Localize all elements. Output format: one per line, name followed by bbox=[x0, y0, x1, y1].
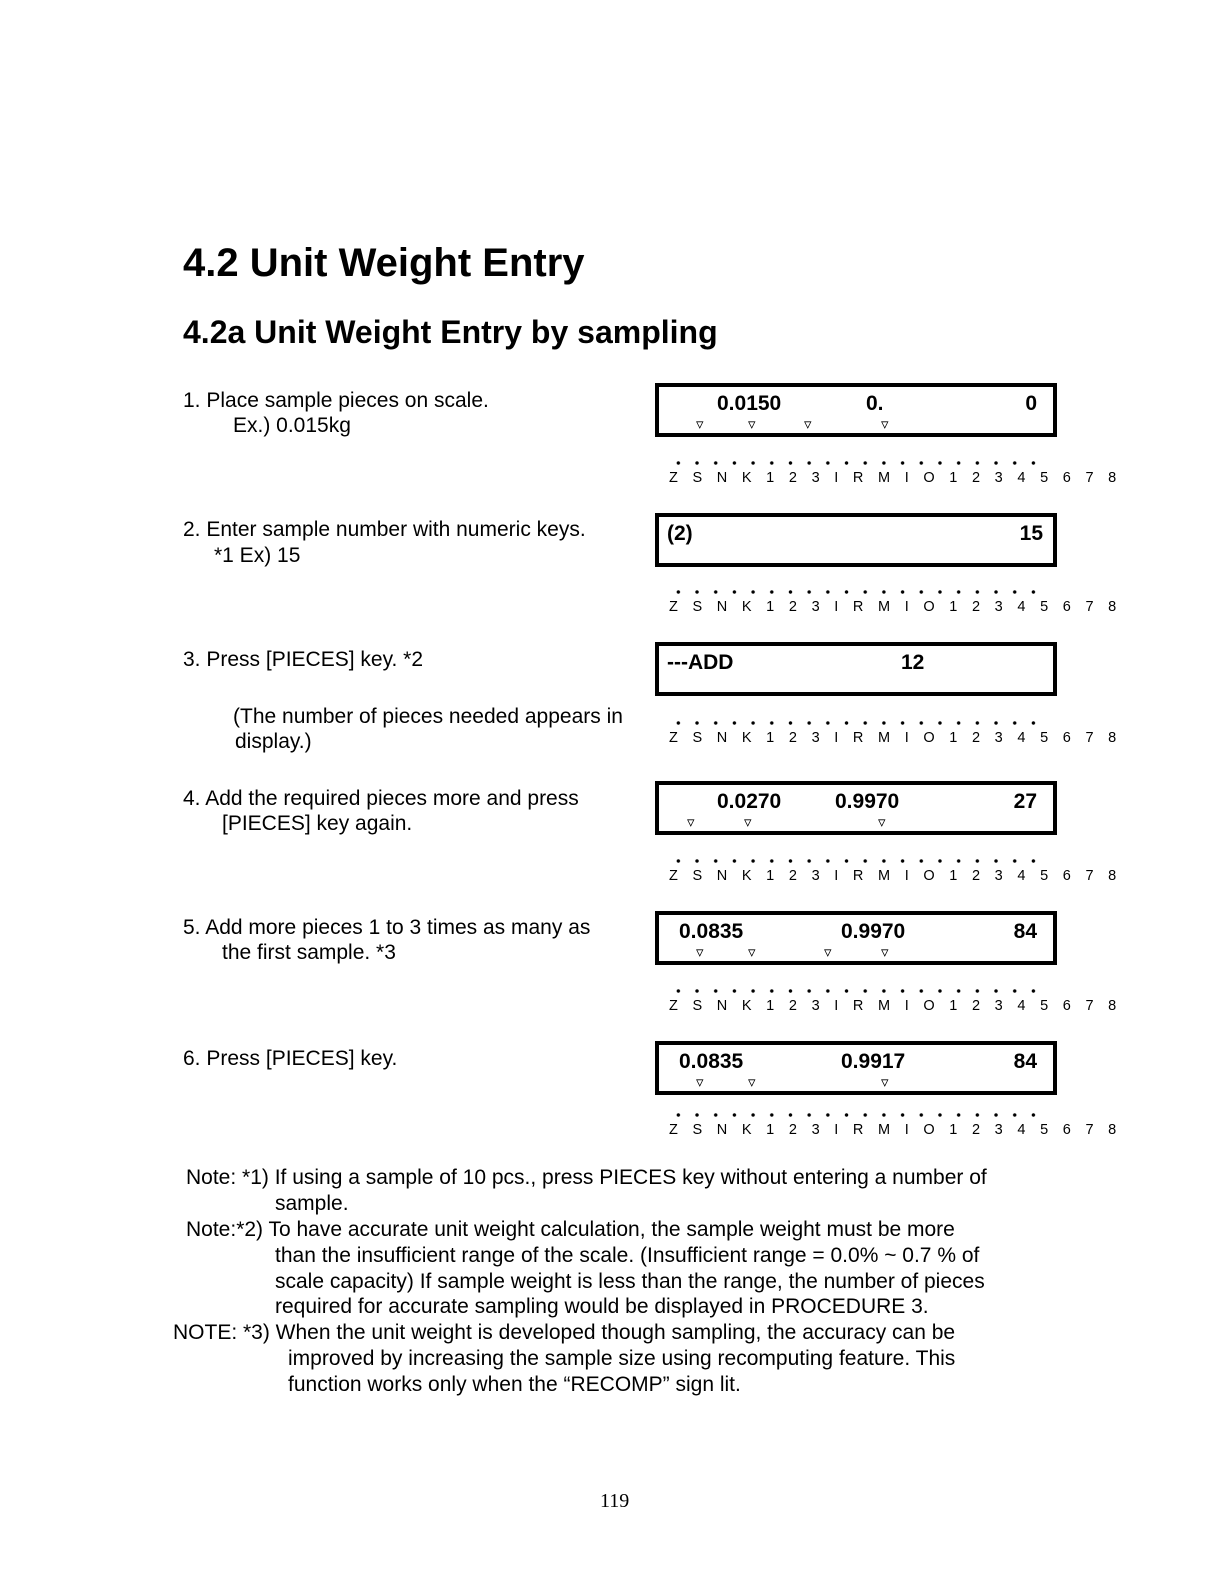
display-weight: 0.0270 bbox=[717, 790, 782, 813]
step-4-text: 4. Add the required pieces more and press bbox=[183, 787, 579, 810]
note-3-cont: improved by increasing the sample size using recomputing feature. This bbox=[288, 1347, 956, 1370]
display-weight: 0.0150 bbox=[717, 392, 782, 415]
step-3-text: 3. Press [PIECES] key. *2 bbox=[183, 648, 424, 671]
display-count: 0 bbox=[1025, 392, 1037, 415]
step-1-example: Ex.) 0.015kg bbox=[233, 414, 351, 437]
display-count: 15 bbox=[1019, 522, 1043, 545]
annunciator-dots bbox=[669, 720, 1043, 726]
display-mode: (2) bbox=[667, 522, 693, 545]
annunciator-dots bbox=[669, 1112, 1043, 1118]
step-2-example: *1 Ex) 15 bbox=[214, 544, 301, 567]
indicator-triangle-icon: ▿ bbox=[804, 416, 812, 433]
display-unit-weight: 0.9970 bbox=[835, 790, 900, 813]
note-1: Note: *1) If using a sample of 10 pcs., press PIECES key without entering a number of bbox=[186, 1166, 987, 1189]
annunciator-labels: Z S N K 1 2 3 I R M I O 1 2 3 4 5 6 7 8 bbox=[669, 599, 1122, 615]
step-1-text: 1. Place sample pieces on scale. bbox=[183, 389, 489, 412]
indicator-triangle-icon: ▿ bbox=[824, 944, 832, 961]
display-weight: 0.0835 bbox=[679, 1050, 744, 1073]
display-step-1 bbox=[655, 383, 1057, 437]
step-4-text-cont: [PIECES] key again. bbox=[222, 812, 413, 835]
step-6-text: 6. Press [PIECES] key. bbox=[183, 1047, 398, 1070]
display-count: 84 bbox=[1013, 1050, 1037, 1073]
annunciator-labels: Z S N K 1 2 3 I R M I O 1 2 3 4 5 6 7 8 bbox=[669, 1122, 1122, 1138]
display-unit-weight: 0. bbox=[866, 392, 884, 415]
annunciator-labels: Z S N K 1 2 3 I R M I O 1 2 3 4 5 6 7 8 bbox=[669, 868, 1122, 884]
note-2-cont: required for accurate sampling would be displayed in PROCEDURE 3. bbox=[275, 1295, 929, 1318]
display-count: 27 bbox=[1013, 790, 1037, 813]
note-1-cont: sample. bbox=[275, 1192, 349, 1215]
note-3-cont: function works only when the “RECOMP” sign lit. bbox=[288, 1373, 741, 1396]
page-number: 119 bbox=[600, 1490, 630, 1512]
step-2-text: 2. Enter sample number with numeric keys. bbox=[183, 518, 586, 541]
annunciator-labels: Z S N K 1 2 3 I R M I O 1 2 3 4 5 6 7 8 bbox=[669, 730, 1122, 746]
display-unit-weight: 0.9970 bbox=[841, 920, 906, 943]
indicator-triangle-icon: ▿ bbox=[881, 416, 889, 433]
annunciator-dots bbox=[669, 589, 1043, 595]
step-5-text: 5. Add more pieces 1 to 3 times as many as bbox=[183, 916, 591, 939]
indicator-triangle-icon: ▿ bbox=[748, 1074, 756, 1091]
display-count: 84 bbox=[1013, 920, 1037, 943]
annunciator-dots bbox=[669, 988, 1043, 994]
step-5-text-cont: the first sample. *3 bbox=[222, 941, 396, 964]
display-step-3 bbox=[655, 642, 1057, 696]
display-step-4 bbox=[655, 781, 1057, 835]
display-message: ---ADD bbox=[667, 651, 734, 674]
indicator-triangle-icon: ▿ bbox=[748, 416, 756, 433]
indicator-triangle-icon: ▿ bbox=[881, 944, 889, 961]
note-3: NOTE: *3) When the unit weight is developed though sampling, the accuracy can be bbox=[173, 1321, 956, 1344]
step-3-note-cont: display.) bbox=[235, 730, 312, 753]
annunciator-dots bbox=[669, 460, 1043, 466]
display-unit-weight: 0.9917 bbox=[841, 1050, 906, 1073]
note-2: Note:*2) To have accurate unit weight calculation, the sample weight must be more bbox=[186, 1218, 955, 1241]
indicator-triangle-icon: ▿ bbox=[696, 416, 704, 433]
indicator-triangle-icon: ▿ bbox=[881, 1074, 889, 1091]
note-2-cont: scale capacity) If sample weight is less than the range, the number of pieces bbox=[275, 1270, 985, 1293]
indicator-triangle-icon: ▿ bbox=[687, 814, 695, 831]
display-step-6 bbox=[655, 1041, 1057, 1095]
note-2-cont: than the insufficient range of the scale. (Insufficient range = 0.0% ~ 0.7 % of bbox=[275, 1244, 980, 1267]
display-step-5 bbox=[655, 911, 1057, 965]
indicator-triangle-icon: ▿ bbox=[696, 1074, 704, 1091]
section-title: 4.2 Unit Weight Entry bbox=[183, 241, 585, 285]
annunciator-dots bbox=[669, 858, 1043, 864]
subsection-title: 4.2a Unit Weight Entry by sampling bbox=[183, 314, 718, 350]
indicator-triangle-icon: ▿ bbox=[744, 814, 752, 831]
step-3-note: (The number of pieces needed appears in bbox=[233, 705, 623, 728]
display-weight: 0.0835 bbox=[679, 920, 744, 943]
annunciator-labels: Z S N K 1 2 3 I R M I O 1 2 3 4 5 6 7 8 bbox=[669, 998, 1122, 1014]
display-step-2 bbox=[655, 513, 1057, 567]
display-required-count: 12 bbox=[901, 651, 925, 674]
annunciator-labels: Z S N K 1 2 3 I R M I O 1 2 3 4 5 6 7 8 bbox=[669, 470, 1122, 486]
indicator-triangle-icon: ▿ bbox=[696, 944, 704, 961]
indicator-triangle-icon: ▿ bbox=[878, 814, 886, 831]
indicator-triangle-icon: ▿ bbox=[748, 944, 756, 961]
